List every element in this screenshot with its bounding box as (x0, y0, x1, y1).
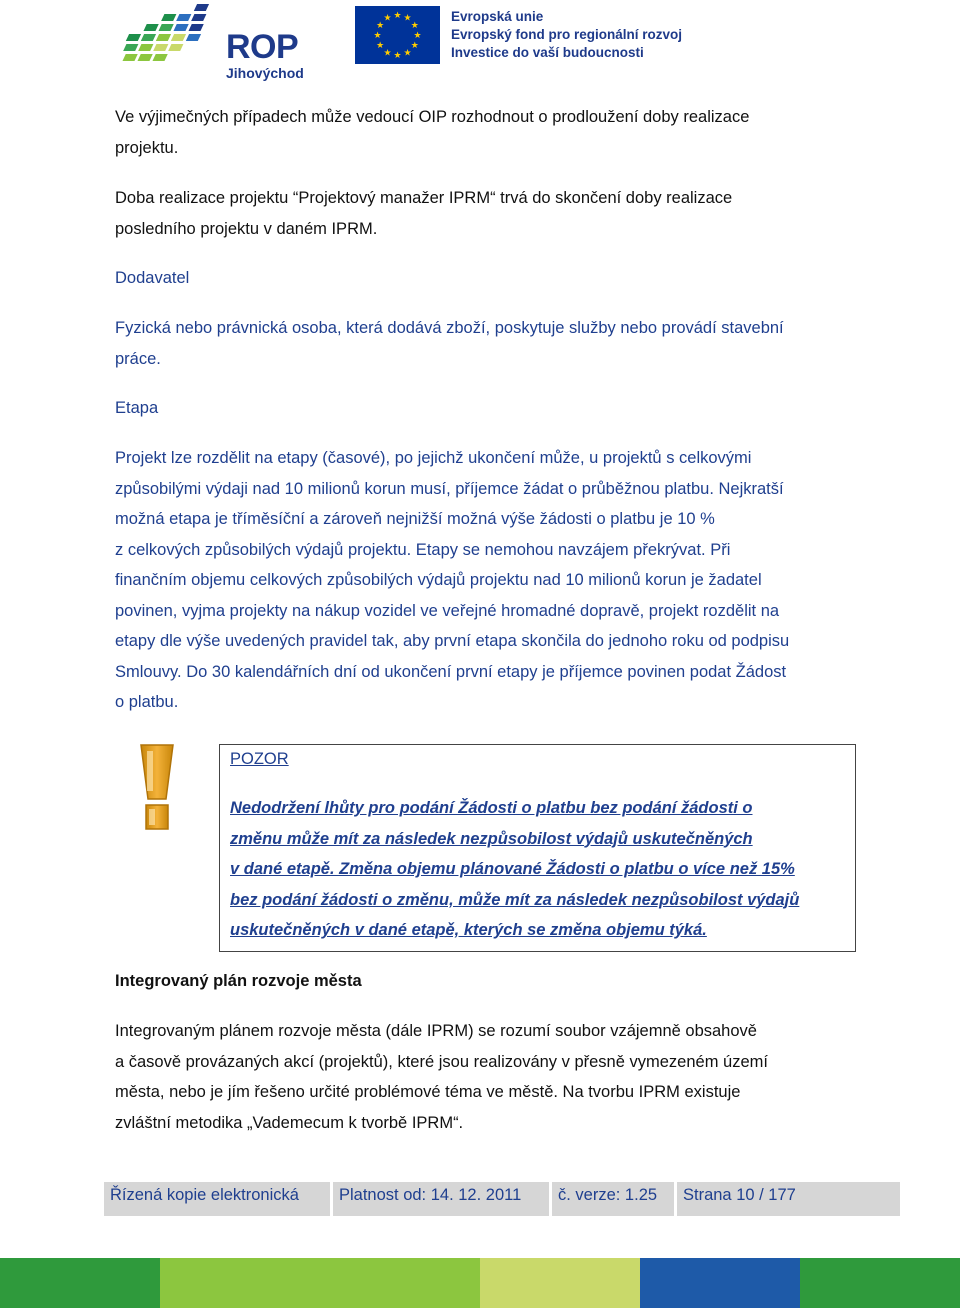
text-line: Ve výjimečných případech může vedoucí OIP rozhodnout o prodloužení doby realizace (115, 108, 750, 126)
eu-caption-line: Evropský fond pro regionální rozvoj (451, 27, 683, 42)
page-header (0, 0, 960, 92)
band-segment (480, 1258, 640, 1308)
heading-text: Dodavatel (115, 269, 190, 287)
eu-caption-line: Evropská unie (451, 9, 544, 24)
text-line: Fyzická nebo právnická osoba, která dodává zboží, poskytuje služby nebo provádí stavební (115, 319, 784, 337)
text-line: zvláštní metodika „Vademecum k tvorbě IPRM“. (115, 1113, 464, 1132)
svg-text:★: ★ (410, 21, 419, 31)
eu-caption (451, 8, 682, 62)
svg-text:★: ★ (383, 13, 392, 24)
text-line: a časově provázaných akcí (projektů), které jsou realizovány v přesně vymezeném území (115, 1052, 768, 1071)
band-segment (640, 1258, 800, 1308)
text-line: změnu může mít za následek nezpůsobilost výdajů uskutečněných (230, 829, 753, 848)
svg-text:★: ★ (413, 31, 422, 41)
text-line: města, nebo je jím řešeno určité problémové téma ve městě. Na tvorbu IPRM existuje (115, 1083, 741, 1101)
rop-logo-icon (108, 2, 223, 64)
heading-etapa (115, 393, 855, 424)
footer-page-number: Strana 10 / 177 (677, 1182, 900, 1216)
bottom-color-band (0, 1258, 960, 1308)
warning-title: POZOR (230, 750, 289, 768)
paragraph-etapa (115, 443, 855, 718)
text-line: uskutečněných v dané etapě, kterých se změna objemu týká. (230, 921, 707, 939)
text-line: práce. (115, 349, 161, 368)
svg-text:★: ★ (376, 21, 385, 31)
text-line: Projekt lze rozdělit na etapy (časové), po jejichž ukončení může, u projektů s celkovými (115, 449, 752, 467)
text-line: finančním objemu celkových způsobilých výdajů projektu nad 10 milionů korun je žadatel (115, 571, 762, 589)
text-line: povinen, vyjma projekty na nákup vozidel ve veřejné hromadné dopravě, projekt rozdělit na (115, 601, 780, 620)
rop-logo-subtitle: Jihovýchod (226, 65, 304, 81)
text-line: Smlouvy. Do 30 kalendářních dní od ukončení první etapy je příjemce povinen podat Žádost (115, 662, 787, 681)
footer-validity: Platnost od: 14. 12. 2011 (333, 1182, 549, 1216)
band-segment (160, 1258, 480, 1308)
svg-text:★: ★ (393, 11, 402, 21)
footer-version: č. verze: 1.25 (552, 1182, 674, 1216)
text-line: způsobilými výdaji nad 10 milionů korun musí, příjemce žádat o průběžnou platbu. Nejkratší (115, 479, 784, 498)
text-line: možná etapa je tříměsíční a zároveň nejnižší možná výše žádosti o platbu je 10 % (115, 510, 715, 528)
text-line: projektu. (115, 138, 179, 157)
document-footer (104, 1182, 900, 1216)
paragraph-dodavatel (115, 313, 855, 374)
text-line: bez podání žádosti o změnu, může mít za následek nezpůsobilost výdajů (230, 890, 800, 909)
svg-text:★: ★ (373, 31, 382, 41)
eu-caption-line: Investice do vaší budoucnosti (451, 45, 644, 60)
rop-logo-title: ROP (226, 28, 299, 66)
text-line: z celkových způsobilých výdajů projektu. Etapy se nemohou navzájem překrývat. Při (115, 540, 731, 559)
svg-text:★: ★ (403, 13, 412, 24)
text-line: Nedodržení lhůty pro podání Žádosti o platbu bez podání žádosti o (230, 799, 753, 817)
text-line: v dané etapě. Změna objemu plánované Žádosti o platbu o více než 15% (230, 860, 795, 878)
heading-text: Integrovaný plán rozvoje města (115, 972, 362, 990)
text-line: Doba realizace projektu “Projektový manažer IPRM“ trvá do skončení doby realizace (115, 189, 733, 207)
heading-dodavatel (115, 263, 855, 294)
paragraph-extension (115, 102, 855, 163)
warning-box (219, 744, 856, 952)
text-line: posledního projektu v daném IPRM. (115, 219, 378, 238)
text-line: o platbu. (115, 693, 179, 711)
band-segment (0, 1258, 160, 1308)
svg-text:★: ★ (410, 41, 419, 51)
paragraph-iprm (115, 1016, 855, 1138)
svg-text:★: ★ (403, 48, 412, 59)
warning-text (230, 793, 799, 946)
svg-text:★: ★ (376, 41, 385, 51)
exclamation-warning-icon (139, 743, 175, 831)
heading-text: Etapa (115, 399, 159, 417)
svg-text:★: ★ (383, 48, 392, 59)
heading-iprm (115, 966, 855, 997)
text-line: Integrovaným plánem rozvoje města (dále IPRM) se rozumí soubor vzájemně obsahově (115, 1022, 757, 1040)
svg-text:★: ★ (393, 51, 402, 61)
band-segment (800, 1258, 960, 1308)
paragraph-manager-duration (115, 183, 855, 244)
text-line: etapy dle výše uvedených pravidel tak, aby první etapa skončila do jednoho roku od podpisu (115, 632, 790, 650)
eu-flag-icon (355, 6, 440, 64)
footer-copy-type: Řízená kopie elektronická (104, 1182, 330, 1216)
